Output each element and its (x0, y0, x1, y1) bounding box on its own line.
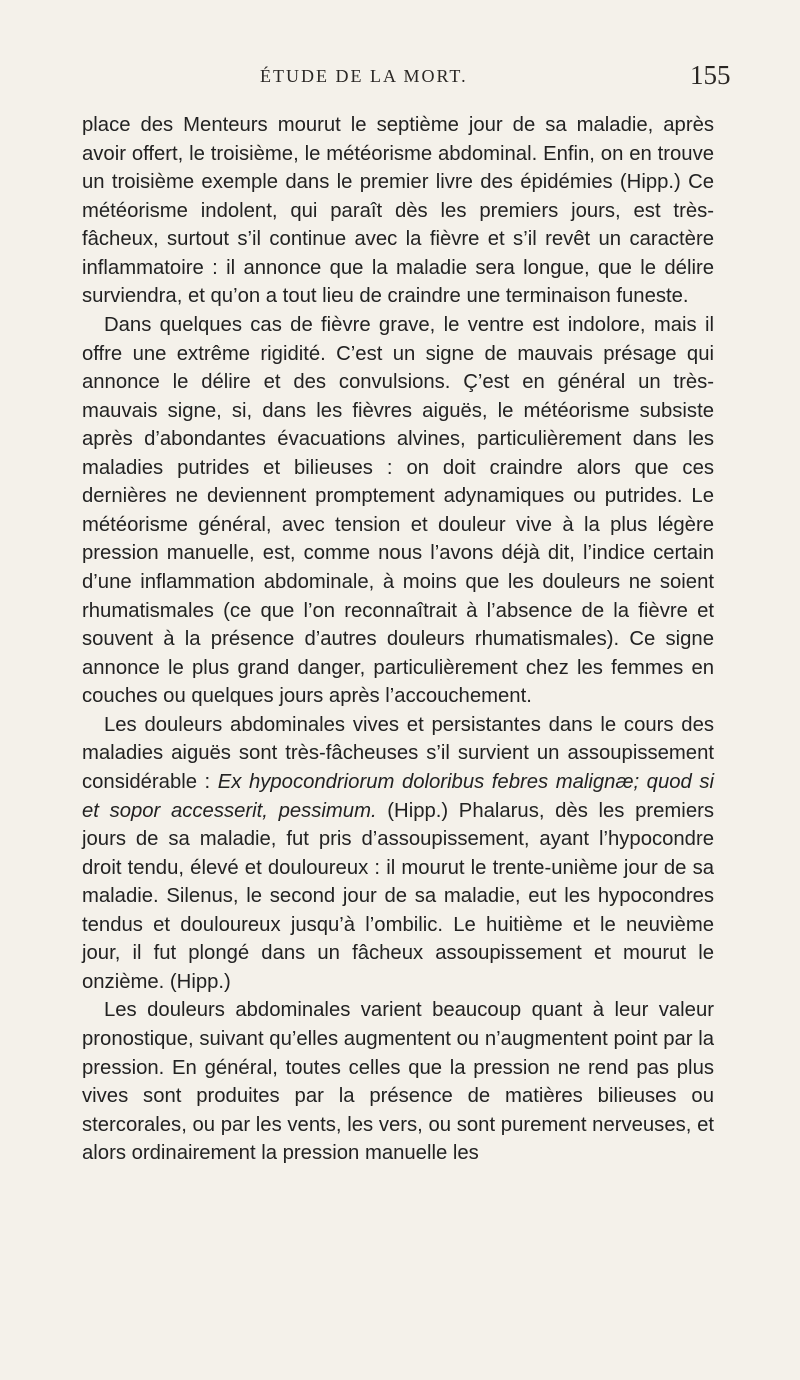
paragraph-3 (82, 711, 714, 997)
running-title: ÉTUDE DE LA MORT. (260, 66, 468, 86)
paragraph-4-text: Les douleurs abdominales varient beaucoup quant à leur valeur pronostique, suivant qu’elles augmentent ou n’augmentent point par la pression. En général, toutes celles que la pression ne rend pas plus vives sont produites par la présence de matières bilieuses ou stercorales, ou par les vents, les vers, ou sont purement nerveuses, et alors ordinairement la pression manuelle les (82, 999, 714, 1165)
paragraph-2-text: Dans quelques cas de fièvre grave, le ventre est indolore, mais il offre une extrême rigidité. C’est un signe de mauvais présage qui annonce le délire et des convulsions. Ç’est en général un très-mauvais signe, si, dans les fièvres aiguës, le météorisme subsiste après d’abondantes évacuations alvines, particulièrement dans les maladies putrides et bilieuses : on doit craindre alors que ces dernières ne deviennent promptement adynamiques ou putrides. Le météorisme général, avec tension et douleur vive à la plus légère pression manuelle, est, comme nous l’avons déjà dit, l’indice certain d’une inflammation abdominale, à moins que les douleurs ne soient rhumatismales (ce que l’on reconnaîtrait à l’absence de la fièvre et souvent à la présence d’autres douleurs rhumatismales). Ce signe annonce le plus grand danger, particulièrement chez les femmes en couches ou quelques jours après l’accouchement. (82, 313, 714, 708)
paragraph-1-text: place des Menteurs mourut le septième jour de sa maladie, après avoir offert, le troisième, le météorisme abdominal. Enfin, on en trouve un troisième exemple dans le premier livre des épidémies (Hipp.) Ce météorisme indolent, qui paraît dès les premiers jours, est très-fâcheux, surtout s’il continue avec la fièvre et s’il revêt un caractère inflammatoire : il annonce que la maladie sera longue, que le délire surviendra, et qu’on a tout lieu de craindre une terminaison funeste. (82, 114, 714, 308)
paragraph-2 (82, 311, 714, 711)
page-header (0, 60, 800, 96)
paragraph-3-text-b: (Hipp.) Phalarus, dès les premiers jours de sa maladie, fut pris d’assoupissement, ayant l’hypocondre droit tendu, élevé et douloureux : il mourut le trente-unième jour de sa maladie. Silenus, le second jour de sa maladie, eut les hypocondres tendus et douloureux jusqu’à l’ombilic. Le huitième et le neuvième jour, il fut plongé dans un fâcheux assoupissement et mourut le onzième. (Hipp.) (82, 799, 714, 993)
paragraph-3-text-a: Les douleurs abdominales vives et persistantes dans le cours des maladies aiguës sont très-fâcheuses s’il survient un assoupissement considérable : (82, 713, 714, 793)
page-number: 155 (690, 60, 731, 90)
latin-quotation: Ex hypocondriorum doloribus febres malignæ; quod si et sopor accesserit, pessimum. (82, 770, 714, 822)
paragraph-4 (82, 996, 714, 1167)
body-text (82, 111, 714, 1168)
paragraph-1 (82, 111, 714, 311)
